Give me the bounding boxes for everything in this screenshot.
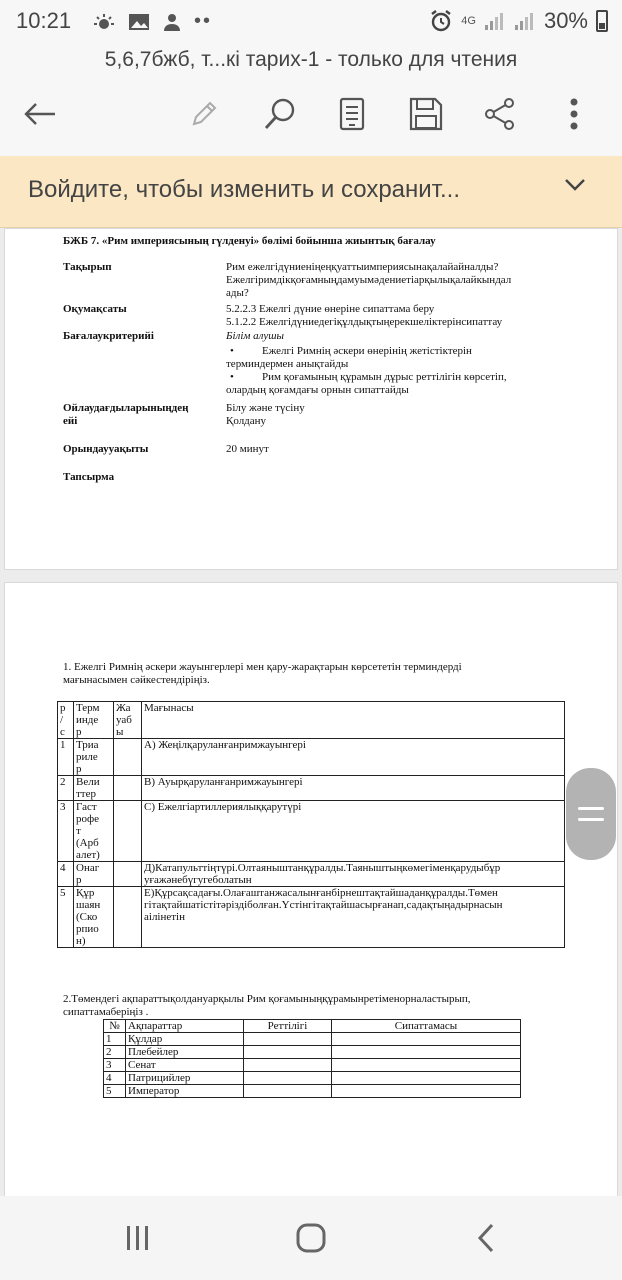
meaning-line: аілінетін xyxy=(144,911,186,923)
header-information: Ақпараттар xyxy=(126,1020,244,1033)
meaning-line: уғажәнебүгугеболатын xyxy=(144,874,252,886)
save-icon xyxy=(409,97,443,131)
signal-icon-2 xyxy=(514,11,536,31)
row-order xyxy=(244,1033,332,1046)
topic-line: Ежелгіримдікқоғамныңдамуымәдениетіарқылықалайкындал xyxy=(226,274,512,286)
row-information: Сенат xyxy=(126,1059,244,1072)
thinking-skills-line: Қолдану xyxy=(226,415,267,427)
toolbar xyxy=(0,92,622,142)
row-description xyxy=(332,1033,521,1046)
matching-table xyxy=(57,701,565,948)
header-order: Реттілігі xyxy=(244,1020,332,1033)
row-description xyxy=(332,1059,521,1072)
signal-icon xyxy=(484,11,506,31)
document-title: 5,6,7бжб, т...кі тарих-1 - только для чтения xyxy=(104,48,518,71)
row-number: 5 xyxy=(104,1085,126,1098)
arrow-left-icon xyxy=(23,102,57,126)
share-button[interactable] xyxy=(478,92,522,136)
row-answer xyxy=(114,887,142,948)
task-label: Тапсырма xyxy=(63,471,115,483)
term-line: Құр xyxy=(76,887,95,899)
header-terms xyxy=(74,702,114,739)
header-meaning xyxy=(142,702,565,739)
row-order xyxy=(244,1085,332,1098)
thinking-skills-label xyxy=(63,402,223,428)
reading-mode-button[interactable] xyxy=(330,92,374,136)
row-term xyxy=(74,776,114,801)
header-text: с xyxy=(60,726,65,738)
handle-line xyxy=(578,818,604,821)
row-number: 2 xyxy=(58,776,74,801)
row-description xyxy=(332,1085,521,1098)
topic-label: Тақырып xyxy=(63,261,112,273)
table-row xyxy=(58,887,565,948)
status-notification-icons xyxy=(92,10,212,33)
navigation-bar xyxy=(0,1196,622,1280)
row-number: 3 xyxy=(104,1059,126,1072)
edit-button[interactable] xyxy=(182,92,226,136)
row-description xyxy=(332,1046,521,1059)
term-line: Онаг xyxy=(76,862,100,874)
table-row xyxy=(58,862,565,887)
row-number: 4 xyxy=(104,1072,126,1085)
meaning-line: гітақтайшатістітәріздіболған.Үстінгітақтайшасырғанап,садақтыңадырнасын xyxy=(144,899,503,911)
assessment-title: БЖБ 7. «Рим империясының гүлденуі» бөлімі бойынша жиынтық бағалау xyxy=(63,235,436,247)
thinking-skills-line: Білу және түсіну xyxy=(226,402,305,414)
criteria-value xyxy=(226,330,586,397)
term-line: алет) xyxy=(76,849,100,861)
header-number xyxy=(58,702,74,739)
status-bar xyxy=(0,0,622,44)
bullet-text: олардың қоғамдағы орнын сипаттайды xyxy=(226,384,409,396)
row-information: Плебейлер xyxy=(126,1046,244,1059)
table-row xyxy=(104,1033,521,1046)
more-vertical-icon xyxy=(569,97,579,131)
row-order xyxy=(244,1046,332,1059)
bullet-text: Ежелгі Римнің әскери өнерінің жетістіктерін xyxy=(262,345,472,357)
thinking-skills-label-line: Ойлаудағдыларыныңдең xyxy=(63,402,189,414)
term-line: р xyxy=(76,763,82,775)
back-nav-button[interactable] xyxy=(464,1218,508,1258)
table-row xyxy=(58,739,565,776)
row-meaning xyxy=(142,739,565,776)
row-answer xyxy=(114,739,142,776)
chevron-left-icon xyxy=(477,1223,495,1253)
handle-line xyxy=(578,807,604,810)
row-meaning xyxy=(142,887,565,948)
battery-icon xyxy=(596,10,608,32)
alarm-icon xyxy=(429,9,453,33)
row-number: 2 xyxy=(104,1046,126,1059)
document-page-1 xyxy=(4,228,618,570)
learning-goal-line: 5.2.2.3 Ежелгі дүние өнеріне сипаттама беру xyxy=(226,303,435,315)
home-icon xyxy=(296,1223,326,1253)
app-header xyxy=(0,44,622,156)
row-answer xyxy=(114,776,142,801)
share-icon xyxy=(483,97,517,131)
question-2-line: 2.Төмендегі ақпараттықолдануарқылы Рим қоғамыныңқұрамынретіменорналастырып, xyxy=(63,993,471,1005)
term-line: (Арб xyxy=(76,837,99,849)
table-row xyxy=(104,1059,521,1072)
header-text: ы xyxy=(116,726,124,738)
row-meaning xyxy=(142,776,565,801)
weather-icon xyxy=(92,12,116,32)
learning-goal-value xyxy=(226,303,586,329)
thinking-skills-label-line: ейі xyxy=(63,415,78,427)
row-description xyxy=(332,1072,521,1085)
row-answer xyxy=(114,862,142,887)
header-text: Мағынасы xyxy=(144,702,194,714)
table-row xyxy=(104,1046,521,1059)
row-number: 1 xyxy=(58,739,74,776)
row-term xyxy=(74,739,114,776)
document-page-2 xyxy=(4,582,618,1198)
bullet-text: терминдермен анықтайды xyxy=(226,358,349,370)
scroll-handle[interactable] xyxy=(566,768,616,860)
header-text: / xyxy=(60,714,64,726)
row-term xyxy=(74,862,114,887)
term-line: р xyxy=(76,874,82,886)
person-icon xyxy=(162,12,182,32)
table-row xyxy=(104,1072,521,1085)
chevron-down-icon[interactable] xyxy=(564,178,586,197)
row-order xyxy=(244,1072,332,1085)
header-text: уаб xyxy=(116,714,132,726)
criteria-line: Білім алушы xyxy=(226,330,284,342)
term-line: н) xyxy=(76,935,86,947)
reading-mode-icon xyxy=(339,97,365,131)
duration-value: 20 минут xyxy=(226,443,269,455)
row-order xyxy=(244,1059,332,1072)
table-row xyxy=(104,1085,521,1098)
term-line: ттер xyxy=(76,788,96,800)
criteria-bullet xyxy=(226,345,586,358)
header-text: инде xyxy=(76,714,99,726)
home-button[interactable] xyxy=(289,1218,333,1258)
pencil-icon xyxy=(189,99,219,129)
header-text: Терм xyxy=(76,702,100,714)
question-1-line: 1. Ежелгі Римнің әскери жауынгерлері мен қару-жарақтарын көрсететін терминдерді xyxy=(63,661,462,673)
table-header-row xyxy=(58,702,565,739)
table-row xyxy=(58,801,565,862)
criteria-label: Бағалаукритерийі xyxy=(63,330,154,342)
battery-percent: 30% xyxy=(543,8,588,33)
criteria-bullet xyxy=(226,371,586,384)
header-text: Жа xyxy=(116,702,131,714)
thinking-skills-value xyxy=(226,402,586,428)
topic-value xyxy=(226,261,586,300)
term-line: Вели xyxy=(76,776,100,788)
term-line: рофе xyxy=(76,813,100,825)
term-line: рпио xyxy=(76,923,99,935)
gallery-icon xyxy=(128,12,150,32)
society-table xyxy=(103,1019,521,1098)
bullet-text: Рим қоғамының құрамын дұрыс реттілігін көрсетіп, xyxy=(262,371,507,383)
sign-in-text: Войдите, чтобы изменить и сохранит... xyxy=(28,176,461,203)
term-line: (Ско xyxy=(76,911,98,923)
learning-goal-line: 5.1.2.2 Ежелгідүниедегіқұлдықтыңерекшеліктерінсипаттау xyxy=(226,316,503,328)
recent-apps-icon xyxy=(124,1225,152,1251)
header-description: Сипаттамасы xyxy=(332,1020,521,1033)
row-number: 1 xyxy=(104,1033,126,1046)
term-line: шаян xyxy=(76,899,101,911)
meaning-line: Е)Құрсақсадағы.Олағаштанжасалынғанбірнештақтайшаданқұралды.Төмен xyxy=(144,887,498,899)
row-information: Император xyxy=(126,1085,244,1098)
topic-line: Рим ежелгідүниеніңеңқуаттыимпериясынақалайайналды? xyxy=(226,261,499,273)
term-line: Триа xyxy=(76,739,99,751)
meaning-line: Д)Катапульттіңтүрі.Олтаяныштанқұралды.Таяныштыңкөмегіменқарудыбұр xyxy=(144,862,501,874)
question-1-line: мағынасымен сәйкестендіріңіз. xyxy=(63,674,210,686)
row-term xyxy=(74,801,114,862)
row-answer xyxy=(114,801,142,862)
table-row xyxy=(58,776,565,801)
status-time: 10:21 xyxy=(16,8,72,33)
more-notifications-icon: •• xyxy=(194,10,213,32)
table-header-row xyxy=(104,1020,521,1033)
save-button[interactable] xyxy=(404,92,448,136)
sign-in-banner[interactable] xyxy=(0,156,622,228)
network-type: 4G xyxy=(461,15,476,27)
question-2 xyxy=(63,993,573,1019)
header-text: р xyxy=(60,702,66,714)
meaning-line: А) Жеңілқаруланғанримжауынгері xyxy=(144,739,306,751)
row-meaning xyxy=(142,862,565,887)
row-number: 3 xyxy=(58,801,74,862)
header-number: № xyxy=(104,1020,126,1033)
meaning-line: В) Ауырқаруланғанримжауынгері xyxy=(144,776,303,788)
meaning-line: С) Ежелгіартиллериялыққарутүрі xyxy=(144,801,302,813)
recent-apps-button[interactable] xyxy=(116,1218,160,1258)
term-line: Гаст xyxy=(76,801,97,813)
status-right xyxy=(429,8,608,34)
back-button[interactable] xyxy=(18,92,62,136)
duration-label: Орындаууақыты xyxy=(63,443,149,455)
search-button[interactable] xyxy=(258,92,302,136)
term-line: т xyxy=(76,825,81,837)
row-meaning xyxy=(142,801,565,862)
header-answer xyxy=(114,702,142,739)
more-options-button[interactable] xyxy=(552,92,596,136)
row-number: 5 xyxy=(58,887,74,948)
term-line: риле xyxy=(76,751,98,763)
row-number: 4 xyxy=(58,862,74,887)
row-term xyxy=(74,887,114,948)
search-icon xyxy=(263,97,297,131)
row-information: Құлдар xyxy=(126,1033,244,1046)
question-1 xyxy=(63,661,573,687)
header-text: р xyxy=(76,726,82,738)
topic-line: ады? xyxy=(226,287,249,299)
question-2-line: сипаттамаберіңіз . xyxy=(63,1006,149,1018)
row-information: Патрицийлер xyxy=(126,1072,244,1085)
learning-goal-label: Оқумақсаты xyxy=(63,303,127,315)
